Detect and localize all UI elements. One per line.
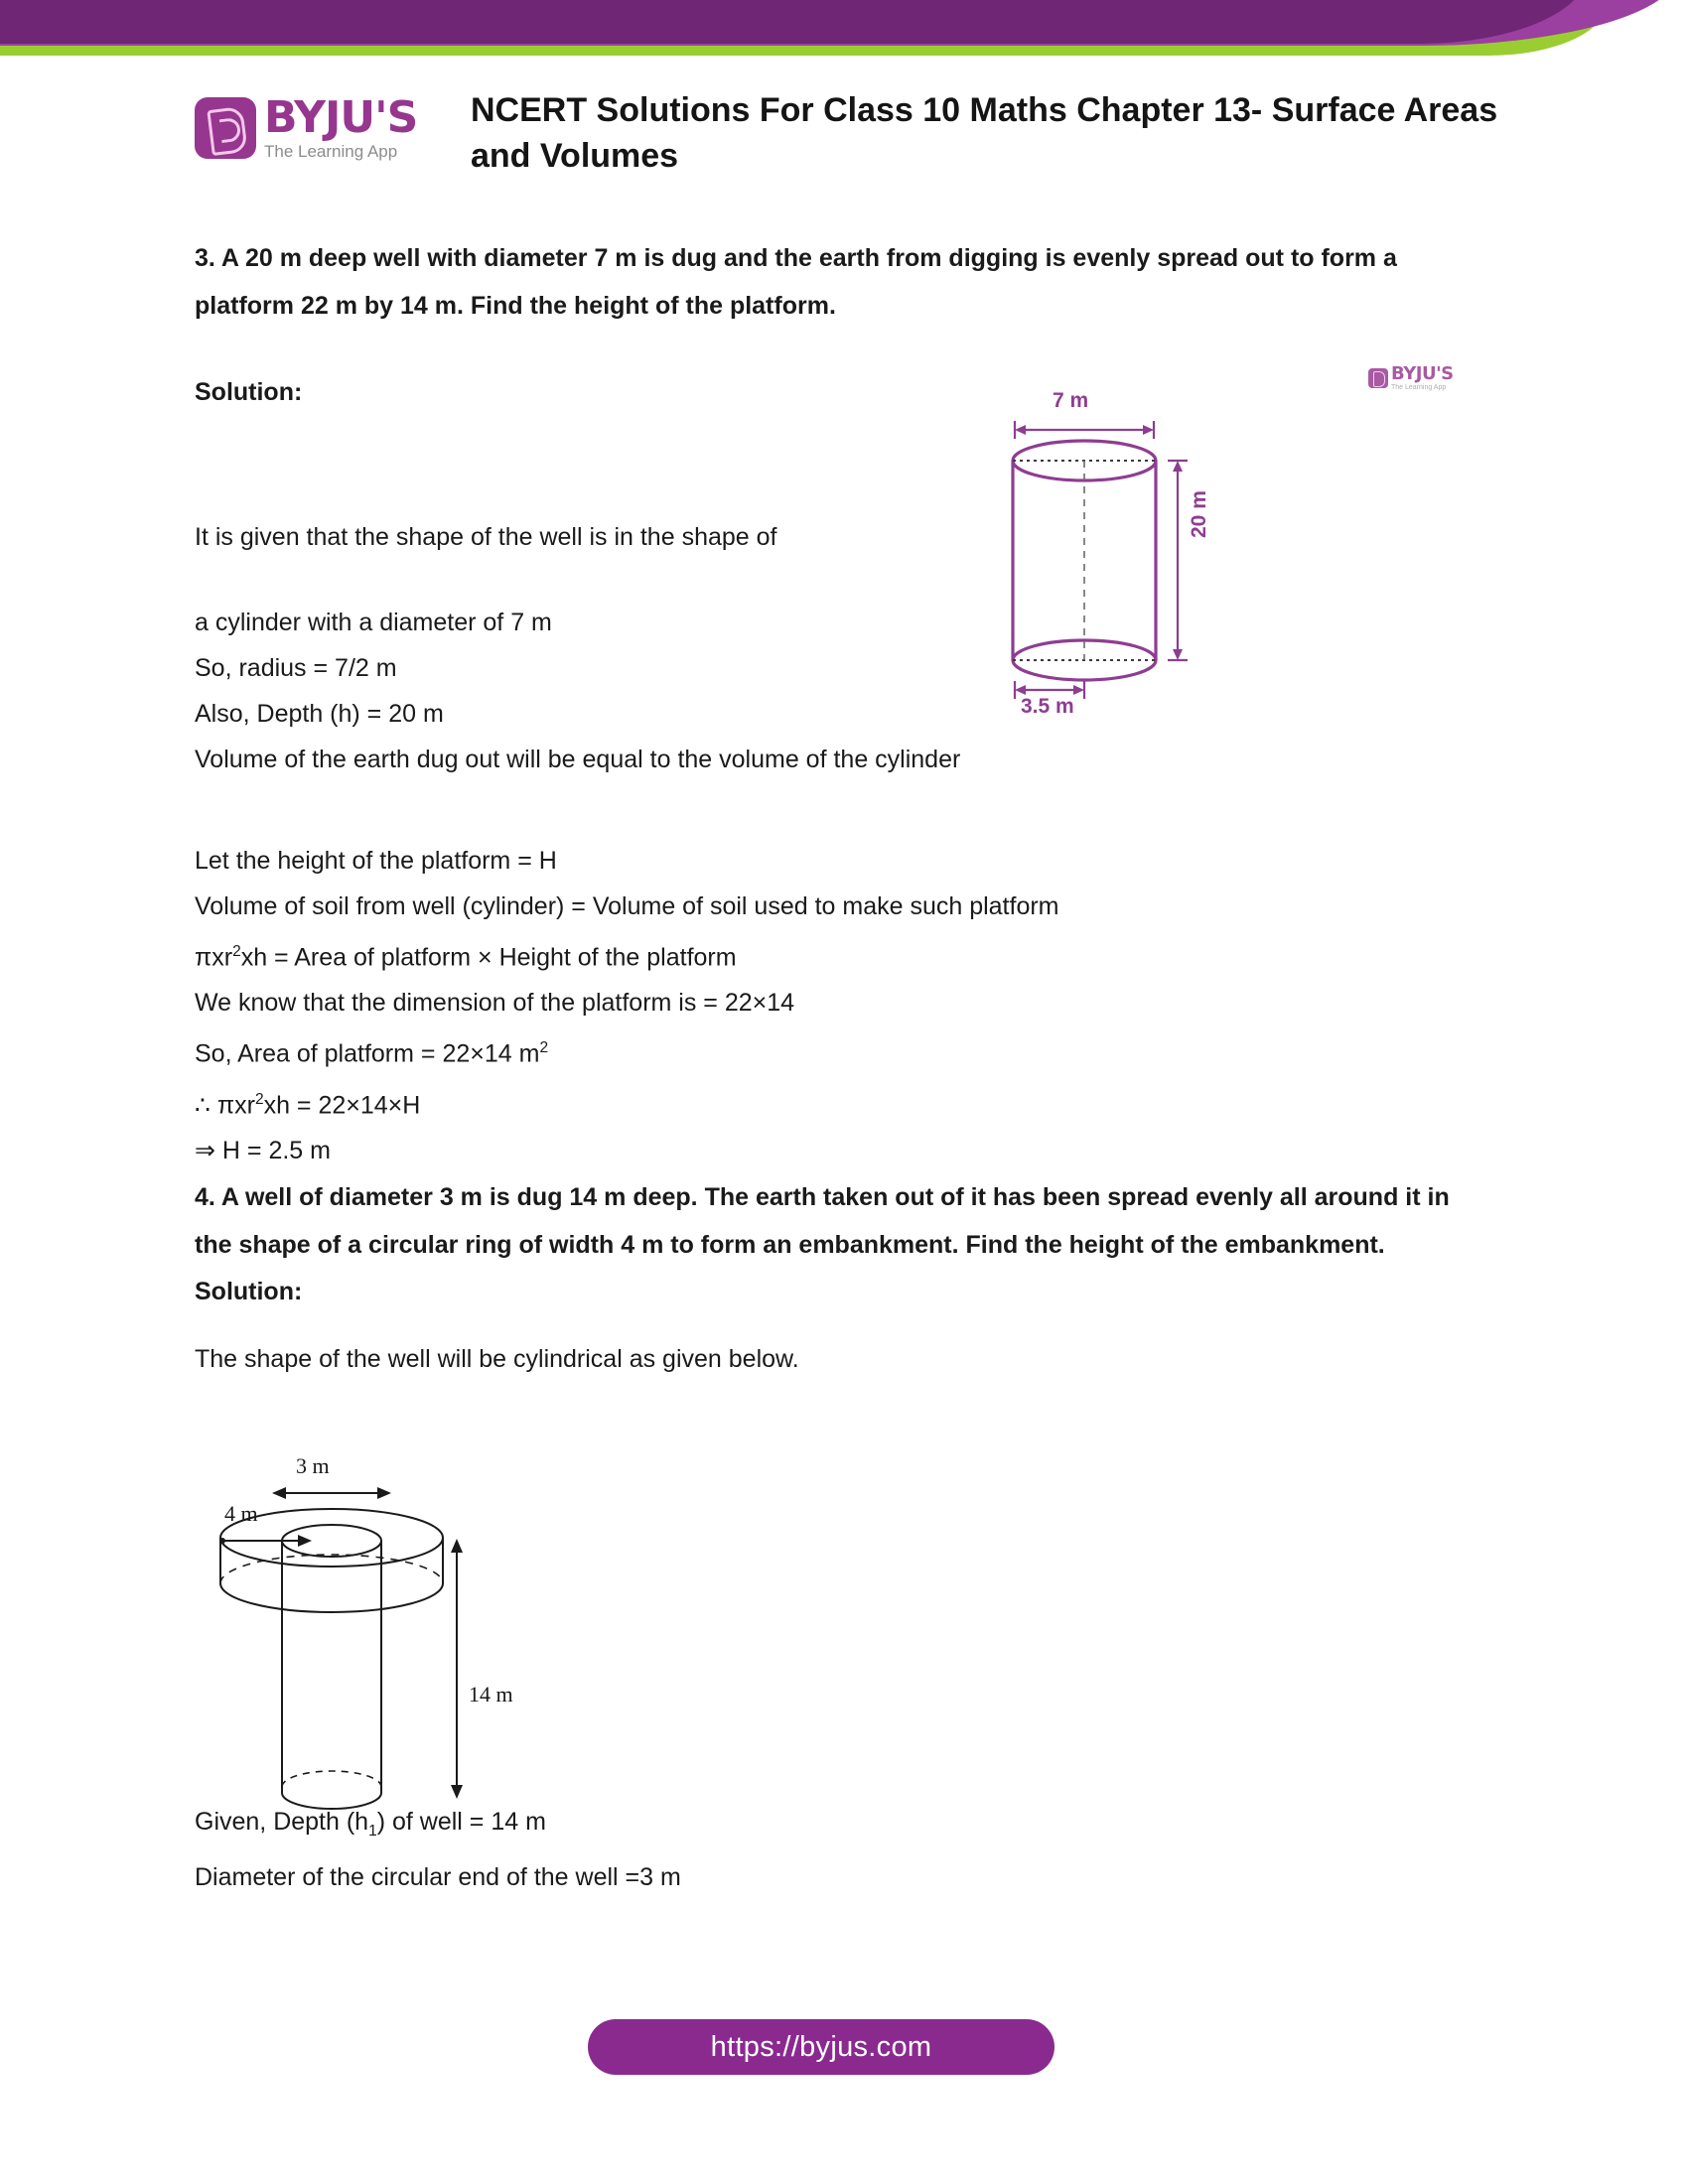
cylinder-label-top: 7 m <box>1053 389 1089 412</box>
q3-line-7: Volume of soil from well (cylinder) = Volume of soil used to make such platform <box>195 892 1059 920</box>
top-decorative-banner <box>0 0 1688 71</box>
byjus-logo <box>195 95 455 173</box>
q3-line-3: So, radius = 7/2 m <box>195 654 397 682</box>
q3-line-2: a cylinder with a diameter of 7 m <box>195 609 552 636</box>
byjus-watermark <box>1368 365 1454 391</box>
well-depth-dimension <box>451 1539 463 1799</box>
question-3-text: 3. A 20 m deep well with diameter 7 m is dug and the earth from digging is evenly spread out to form a platform 22 m by 14 m. Find the height of the platform. <box>195 244 1397 320</box>
q3-line-6: Let the height of the platform = H <box>195 847 557 875</box>
banner-purple-dark-band <box>0 0 1589 44</box>
question-3-solution-label: Solution: <box>195 378 303 406</box>
q3-formula-therefore: ∴ πxr$^2$xh = 22×14×H <box>195 1090 421 1119</box>
byjus-logo-icon <box>195 97 256 159</box>
page-title: NCERT Solutions For Class 10 Maths Chapter 13- Surface Areas and Volumes <box>463 87 1523 179</box>
embankment-label-ring-width: 4 m <box>224 1501 258 1526</box>
byjus-logo-text <box>264 95 417 162</box>
embankment-label-depth: 14 m <box>469 1682 513 1706</box>
embankment-label-diameter: 3 m <box>296 1453 330 1478</box>
page-header <box>195 87 1505 197</box>
question-4-solution-label: Solution: <box>195 1277 303 1305</box>
embankment-inner-diameter-dimension <box>272 1487 391 1499</box>
byjus-watermark-tagline: The Learning App <box>1391 384 1447 391</box>
q4-intro-line: The shape of the well will be cylindrical as given below. <box>195 1344 799 1373</box>
cylinder-diagram <box>993 389 1271 756</box>
q3-formula-volume-area: πxr$^2$xh = Area of platform × Height of the platform <box>195 943 737 972</box>
byjus-logo-tagline: The Learning App <box>264 142 398 161</box>
q3-line-8: We know that the dimension of the platform is = 22×14 <box>195 989 795 1018</box>
byjus-logo-wordmark: BYJU'S <box>264 95 418 143</box>
embankment-ring-width-dimension <box>219 1535 312 1547</box>
well-shaft-shape <box>282 1541 381 1809</box>
q3-line-5: Volume of the earth dug out will be equal to the volume of the cylinder <box>195 746 961 773</box>
cylinder-shape <box>1013 441 1156 680</box>
cylinder-top-dimension <box>1015 421 1154 439</box>
q4-given-depth: Given, Depth $(h_1)$ of well = 14 m <box>195 1807 546 1840</box>
q3-line-4: Also, Depth (h) = 20 m <box>195 700 444 728</box>
byjus-watermark-wordmark: BYJU'S <box>1391 363 1454 384</box>
q3-formula-area-platform: So, Area of platform = 22×14 $m^2$ <box>195 1039 549 1068</box>
embankment-well-diagram <box>209 1445 705 1872</box>
cylinder-height-dimension <box>1168 461 1188 660</box>
question-4-text: 4. A well of diameter 3 m is dug 14 m deep. The earth taken out of it has been spread evenly all around it in the shape of a circular ring of width 4 m to form an embankment. Find the height of the embankment. <box>195 1182 1450 1259</box>
q3-formula-answer: ⇒ H = 2.5 m <box>195 1136 331 1164</box>
q4-given-diameter: Diameter of the circular end of the well =3 m <box>195 1862 681 1891</box>
byjus-watermark-icon <box>1368 368 1388 388</box>
cylinder-label-radius: 3.5 m <box>1021 695 1074 718</box>
q3-line-1: It is given that the shape of the well is in the shape of <box>195 523 777 551</box>
cylinder-label-height: 20 m <box>1188 490 1210 538</box>
footer-url-button[interactable]: https://byjus.com <box>588 2019 1055 2075</box>
